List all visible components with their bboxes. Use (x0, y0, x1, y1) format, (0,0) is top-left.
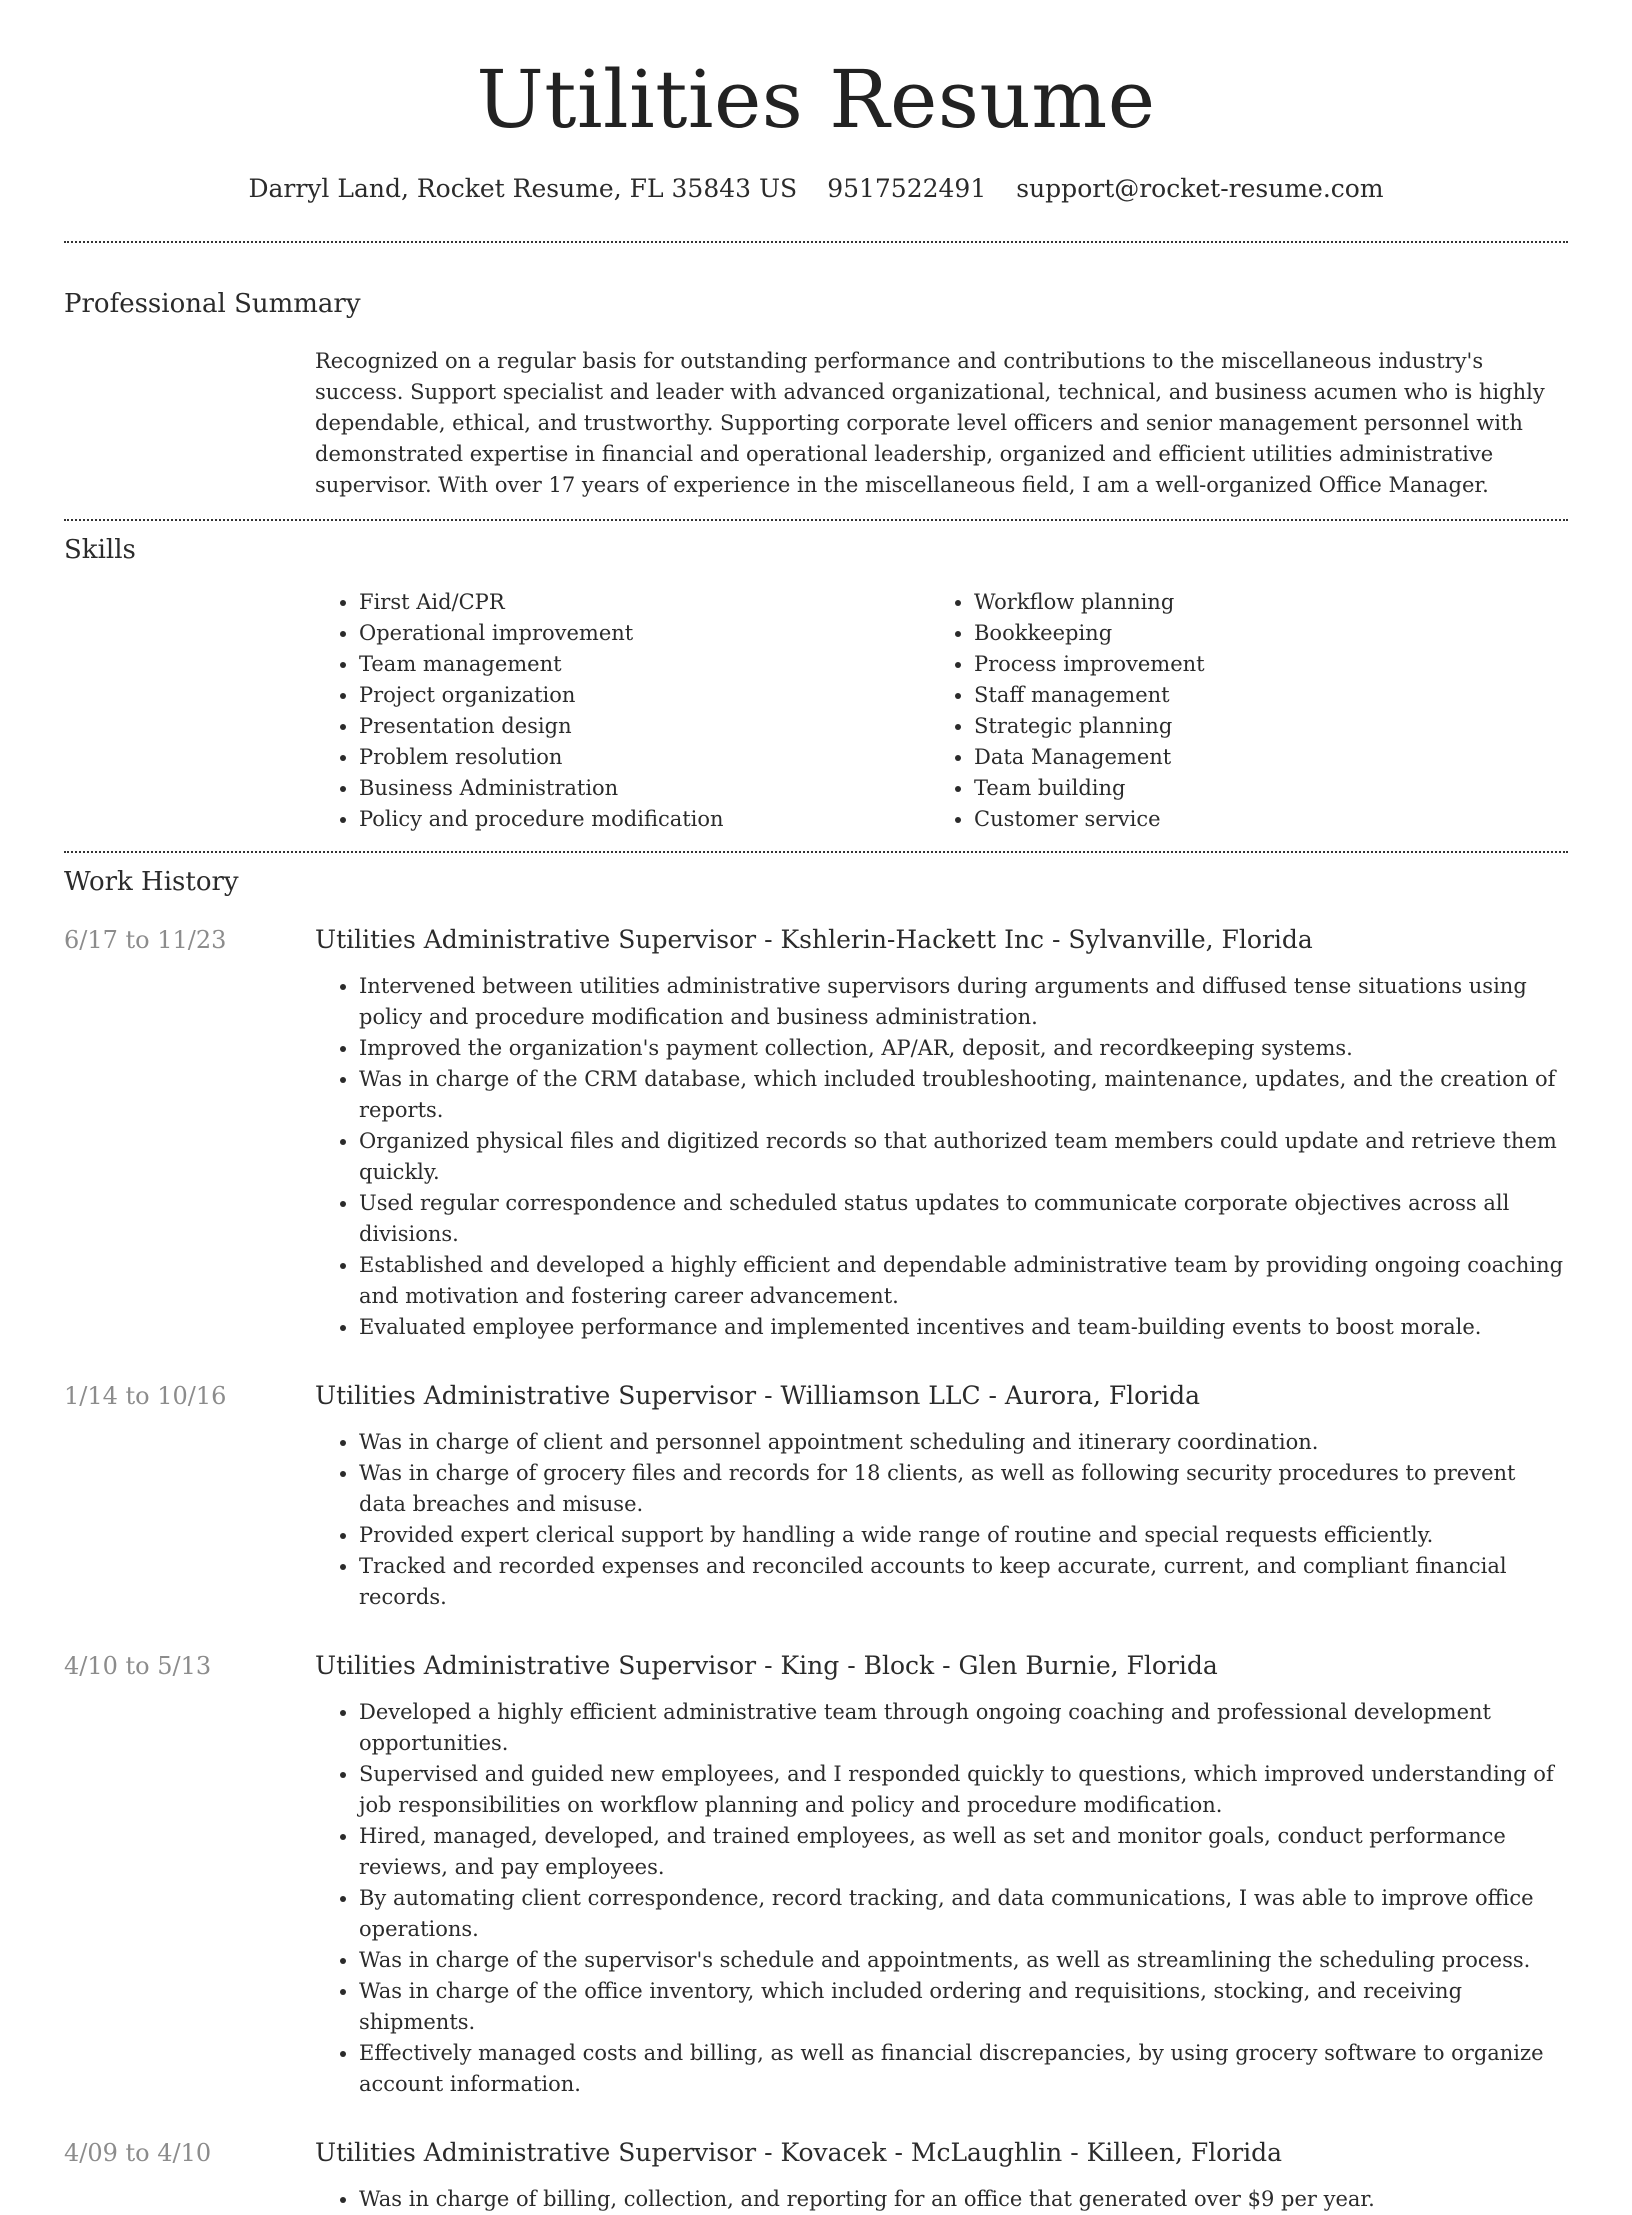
job-entry (64, 1649, 1568, 2100)
job-entry (64, 2136, 1568, 2215)
skill-item: • Project organization (359, 680, 930, 711)
summary-text: Recognized on a regular basis for outstanding performance and contributions to the miscellaneous industry's success. Support specialist and leader with advanced organizational, technical, and business acumen who is highly dependable, ethical, and trustworthy. Supporting corporate level officers and senior management personnel with demonstrated expertise in financial and operational leadership, organized and efficient utilities administrative supervisor. With over 17 years of experience in the miscellaneous field, I am a well-organized Office Manager. (315, 349, 1545, 497)
skills-column-left (315, 587, 930, 835)
job-title: Utilities Administrative Supervisor - Kshlerin-Hackett Inc - Sylvanville, Florida (315, 925, 1313, 954)
job-bullet: • Hired, managed, developed, and trained employees, as well as set and monitor goals, conduct performance reviews, and pay employees. (359, 1821, 1568, 1883)
skill-item: • Process improvement (974, 649, 1545, 680)
summary-heading: Professional Summary (64, 289, 361, 319)
job-bullets (315, 2184, 1568, 2215)
job-dates: 4/10 to 5/13 (64, 1652, 212, 1680)
resume-title: Utilities Resume (476, 53, 1156, 146)
job-bullet: • Was in charge of billing, collection, and reporting for an office that generated over $9 per year. (359, 2184, 1568, 2215)
job-bullet: • Was in charge of grocery files and records for 18 clients, as well as following security procedures to prevent data breaches and misuse. (359, 1458, 1568, 1520)
job-bullet: • Effectively managed costs and billing, as well as financial discrepancies, by using grocery software to organize account information. (359, 2038, 1568, 2100)
job-bullets (315, 971, 1568, 1343)
job-bullet: • Was in charge of client and personnel appointment scheduling and itinerary coordination. (359, 1427, 1568, 1458)
job-bullet: • Improved the organization's payment collection, AP/AR, deposit, and recordkeeping systems. (359, 1033, 1568, 1064)
skill-item: • Policy and procedure modification (359, 804, 930, 835)
job-bullet: • Intervened between utilities administrative supervisors during arguments and diffused tense situations using policy and procedure modification and business administration. (359, 971, 1568, 1033)
job-bullet: • Organized physical files and digitized records so that authorized team members could update and retrieve them quickly. (359, 1126, 1568, 1188)
skills-heading: Skills (64, 535, 136, 565)
work-section (64, 853, 1568, 2215)
job-bullet: • Was in charge of the CRM database, which included troubleshooting, maintenance, updates, and the creation of reports. (359, 1064, 1568, 1126)
skill-item: • Problem resolution (359, 742, 930, 773)
job-list (64, 923, 1568, 2215)
contact-email: support@rocket-resume.com (1016, 174, 1384, 203)
skill-item: • Operational improvement (359, 618, 930, 649)
job-bullet: • Tracked and recorded expenses and reconciled accounts to keep accurate, current, and compliant financial records. (359, 1551, 1568, 1613)
skills-list (315, 587, 1568, 835)
job-bullet: • Was in charge of the office inventory, which included ordering and requisitions, stocking, and receiving shipments. (359, 1976, 1568, 2038)
job-bullet: • Developed a highly efficient administrative team through ongoing coaching and professional development opportunities. (359, 1697, 1568, 1759)
contact-phone: 9517522491 (827, 174, 987, 203)
skill-item: • Strategic planning (974, 711, 1545, 742)
summary-content (315, 346, 1568, 501)
job-entry (64, 1379, 1568, 1613)
job-dates: 1/14 to 10/16 (64, 1382, 227, 1410)
job-body (315, 1379, 1568, 1613)
skill-item: • Presentation design (359, 711, 930, 742)
skill-item: • Workflow planning (974, 587, 1545, 618)
skill-item: • Customer service (974, 804, 1545, 835)
job-bullet: • Evaluated employee performance and implemented incentives and team-building events to boost morale. (359, 1312, 1568, 1343)
skill-item: • Staff management (974, 680, 1545, 711)
skills-section (64, 521, 1568, 835)
job-title: Utilities Administrative Supervisor - Williamson LLC - Aurora, Florida (315, 1381, 1201, 1410)
contact-line (64, 172, 1568, 206)
job-title: Utilities Administrative Supervisor - King - Block - Glen Burnie, Florida (315, 1651, 1218, 1680)
job-bullet: • Supervised and guided new employees, and I responded quickly to questions, which improved understanding of job responsibilities on workflow planning and policy and procedure modification. (359, 1759, 1568, 1821)
skill-item: • Team management (359, 649, 930, 680)
skill-item: • First Aid/CPR (359, 587, 930, 618)
job-bullet: • Provided expert clerical support by handling a wide range of routine and special requests efficiently. (359, 1520, 1568, 1551)
summary-section (64, 243, 1568, 501)
job-body (315, 1649, 1568, 2100)
job-dates: 6/17 to 11/23 (64, 926, 227, 954)
skill-item: • Team building (974, 773, 1545, 804)
job-bullet: • Was in charge of the supervisor's schedule and appointments, as well as streamlining the scheduling process. (359, 1945, 1568, 1976)
job-entry (64, 923, 1568, 1343)
job-body (315, 923, 1568, 1343)
work-heading: Work History (64, 867, 239, 897)
job-dates: 4/09 to 4/10 (64, 2139, 212, 2167)
skill-item: • Bookkeeping (974, 618, 1545, 649)
skills-column-right (930, 587, 1545, 835)
job-bullets (315, 1697, 1568, 2100)
contact-address: Darryl Land, Rocket Resume, FL 35843 US (248, 174, 798, 203)
job-bullet: • Established and developed a highly efficient and dependable administrative team by providing ongoing coaching and motivation and fostering career advancement. (359, 1250, 1568, 1312)
job-bullet: • By automating client correspondence, record tracking, and data communications, I was able to improve office operations. (359, 1883, 1568, 1945)
job-bullet: • Used regular correspondence and scheduled status updates to communicate corporate objectives across all divisions. (359, 1188, 1568, 1250)
skill-item: • Data Management (974, 742, 1545, 773)
skill-item: • Business Administration (359, 773, 930, 804)
job-title: Utilities Administrative Supervisor - Kovacek - McLaughlin - Killeen, Florida (315, 2138, 1283, 2167)
job-bullets (315, 1427, 1568, 1613)
job-body (315, 2136, 1568, 2215)
